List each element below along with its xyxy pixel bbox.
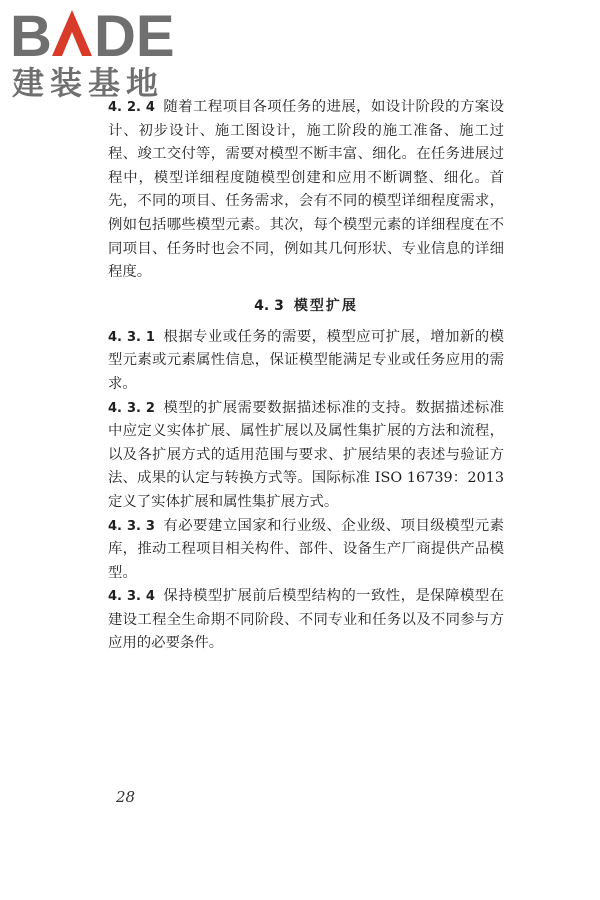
section-title: 模型扩展 [293,297,358,314]
section-heading-4-3 [108,295,504,315]
logo-letter-b: B [10,6,52,69]
clause-number: 4. 3. 2 [108,400,155,416]
clause-4-2-4 [108,96,504,285]
bade-logo [10,6,185,101]
clause-4-3-3 [108,515,504,586]
clause-number: 4. 3. 3 [108,518,155,534]
clause-number: 4. 3. 1 [108,329,155,345]
clause-text: 根据专业或任务的需要，模型应可扩展，增加新的模型元素或元素属性信息，保证模型能满足专业或任务应用的需求。 [108,328,504,392]
page-number: 28 [116,788,136,806]
clause-number: 4. 3. 4 [108,589,155,605]
clause-text: 保持模型扩展前后模型结构的一致性，是保障模型在建设工程全生命期不同阶段、不同专业和任务以及不同参与方应用的必要条件。 [108,588,504,652]
logo-a-triangle-icon [52,10,92,56]
clause-4-3-4 [108,585,504,656]
page-text [108,96,504,656]
clause-number: 4. 2. 4 [108,100,155,115]
clause-4-3-2 [108,397,504,515]
logo-letters-de: DE [94,6,175,69]
section-number: 4. 3 [254,297,284,314]
clause-4-3-1 [108,326,504,397]
logo-subtitle: 建装基地 [12,64,165,101]
clause-text: 随着工程项目各项任务的进展，如设计阶段的方案设计、初步设计、施工图设计，施工阶段的施工准备、施工过程、竣工交付等，需要对模型不断丰富、细化。在任务进展过程中，模型详细程度随模型创建和应用不断调整、细化。首先，不同的项目、任务需求，会有不同的模型详细程度需求，例如包括哪些模型元素。其次，每个模型元素的详细程度在不同项目、任务时也会不同，例如其几何形状、专业信息的详细程度。 [108,99,504,281]
clause-text: 有必要建立国家和行业级、企业级、项目级模型元素库，推动工程项目相关构件、部件、设备生产厂商提供产品模型。 [108,517,504,581]
clause-text: 模型的扩展需要数据描述标准的支持。数据描述标准中应定义实体扩展、属性扩展以及属性集扩展的方法和流程，以及各扩展方式的适用范围与要求、扩展结果的表述与验证方法、成果的认定与转换方式等。国际标准 ISO 16739：2013 定义了实体扩展和属性集扩展方式。 [108,399,504,510]
